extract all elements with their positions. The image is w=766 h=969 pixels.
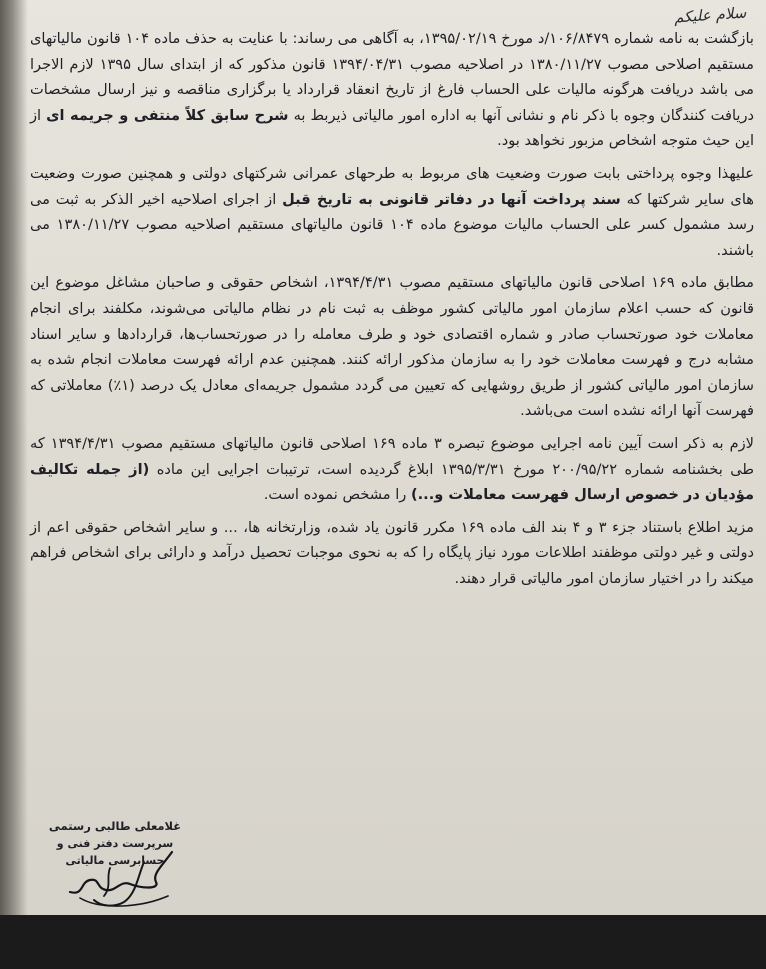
paragraph-text: را مشخص نموده است. xyxy=(263,486,411,504)
letter-body xyxy=(30,26,754,598)
paragraph-text: مطابق ماده ۱۶۹ اصلاحی قانون مالیاتهای مستقیم مصوب ۱۳۹۴/۴/۳۱، اشخاص حقوقی و صاحبان مشاغل موضوع این قانون که حسب اعلام سازمان امور مالیاتی کشور موظف به ثبت نام در نظام مالیاتی می‌شوند، مکلفند برای انجام معاملات خود صورتحساب صادر و شماره اقتصادی خود و طرف معامله را در صورتحساب‌ها، قراردادها و سایر اسناد مشابه درج و فهرست معاملات خود را به سازمان مذکور ارائه کنند. همچنین عدم ارائه فهرست معاملات انجام شده به سازمان امور مالیاتی کشور از طریق روشهایی که تعیین می گردد مشمول جریمه‌ای معادل یک درصد (۱٪) معاملاتی که فهرست آنها ارائه نشده است می‌باشد. xyxy=(30,274,754,420)
paragraph-return-reference xyxy=(30,26,754,154)
signer-name: غلامعلی طالبی رستمی xyxy=(48,819,182,833)
handwritten-signature xyxy=(40,818,200,915)
paragraph-payments xyxy=(30,161,754,263)
paragraph-text: علیهذا وجوه پرداختی بابت صورت وضعیت های مربوط به طرحهای عمرانی شرکتهای دولتی و همچنین صورت وضعیت های سایر شرکتها که xyxy=(30,164,754,208)
signature-block xyxy=(40,818,190,869)
emphasis-text: شرح سابق کلاً منتفی و جریمه ای xyxy=(46,106,289,124)
paragraph-regulation xyxy=(30,431,754,508)
signer-title: سرپرست دفتر فنی و حسابرسی مالیاتی xyxy=(56,837,174,867)
paragraph-article-169 xyxy=(30,270,754,424)
emphasis-text: سند پرداخت آنها در دفاتر قانونی به تاریخ قبل xyxy=(282,190,621,208)
paragraph-text: مزید اطلاع باستناد جزء ۳ و ۴ بند الف ماده ۱۶۹ مکرر قانون یاد شده، وزارتخانه ها، ... و سایر اشخاص حقوقی اعم از دولتی و غیر دولتی موظفند اطلاعات مورد نیاز پایگاه را که به نحوی موجبات تحصیل درآمد و دارائی برای اشخاص فراهم میکند را در اختیار سازمان امور مالیاتی قرار دهند. xyxy=(30,518,754,587)
paragraph-information xyxy=(30,515,754,592)
salutation: سلام علیکم xyxy=(673,3,747,27)
paragraph-text: از این حیث متوجه اشخاص مزبور نخواهد بود. xyxy=(30,106,754,150)
paragraph-text: بازگشت به نامه شماره ۱۰۶/۸۴۷۹/د مورخ ۱۳۹۵/۰۲/۱۹، به آگاهی می رساند: با عنایت به حذف ماده ۱۰۴ قانون مالیاتهای مستقیم اصلاحی مصوب ۱۳۸۰/۱۱/۲۷ در اصلاحیه مصوب ۱۳۹۴/۰۴/۳۱ قانون مذکور که از ابتدای سال ۱۳۹۵ لازم الاجرا می باشد دریافت هرگونه مالیات علی الحساب فارغ از تاریخ انعقاد قرارداد یا برگزاری مناقصه و نیز ارسال مشخصات دریافت کنندگان وجوه با ذکر نام و نشانی آنها به اداره امور مالیاتی ذیربط به xyxy=(30,30,755,124)
paragraph-text: لازم به ذکر است آیین نامه اجرایی موضوع تبصره ۳ ماده ۱۶۹ اصلاحی قانون مالیاتهای مستقیم مصوب ۱۳۹۴/۴/۳۱ که طی بخشنامه شماره ۲۰۰/۹۵/۲۲ مورخ ۱۳۹۵/۳/۳۱ ابلاغ گردیده است، ترتیبات اجرایی این ماده xyxy=(30,434,755,478)
paragraph-text: از اجرای اصلاحیه اخیر الذکر به ثبت می رسد مشمول کسر علی الحساب مالیات موضوع ماده ۱۰۴ قانون مالیاتهای مستقیم اصلاحیه مصوب ۱۳۸۰/۱۱/۲۷ می باشند. xyxy=(30,190,755,259)
emphasis-text: (از جمله تکالیف مؤدیان در خصوص ارسال فهرست معاملات و...) xyxy=(30,460,754,504)
